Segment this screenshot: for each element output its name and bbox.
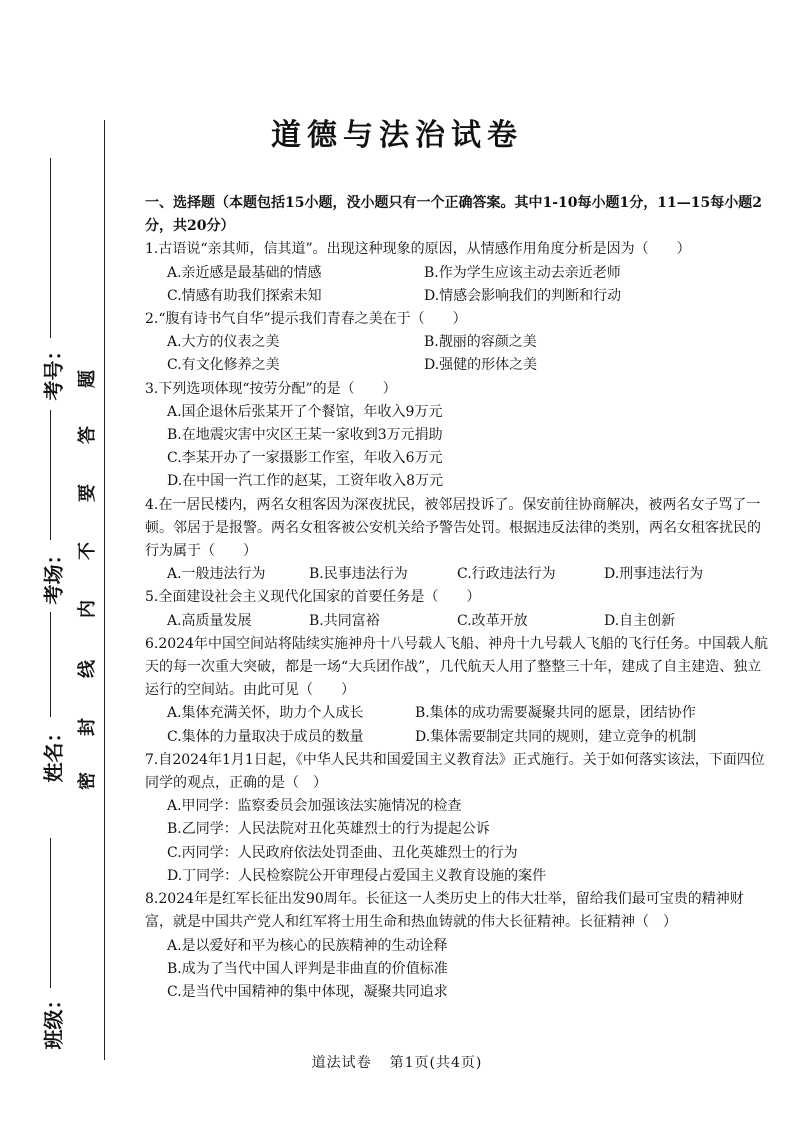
- seal-char: 不: [77, 542, 98, 560]
- exam-content: [145, 192, 770, 1004]
- question-options: [145, 401, 770, 494]
- option-a: A.甲同学：监察委员会加强该法实施情况的检查: [167, 798, 462, 815]
- option-a: A.高质量发展: [167, 612, 252, 629]
- seal-char: 封: [77, 718, 98, 736]
- option-d: D.强健的形体之美: [424, 357, 538, 374]
- page-footer: [0, 1052, 794, 1072]
- option-b: B.民事违法行为: [309, 566, 408, 583]
- page-title: 道德与法治试卷: [271, 118, 523, 153]
- question-stem: 2.“腹有诗书气自华”提示我们青春之美在于（ ）: [145, 311, 467, 328]
- exam-number-label: 考号：: [41, 340, 66, 401]
- option-a: A.是以爱好和平为核心的民族精神的生动诠释: [167, 937, 448, 954]
- option-d: D.在中国一汽工作的赵某，工资年收入8万元: [167, 473, 444, 490]
- option-c: C.行政违法行为: [457, 566, 556, 583]
- question-2: [145, 308, 770, 378]
- option-a: A.一般违法行为: [167, 566, 266, 583]
- section-heading: 一、选择题（本题包括15小题，没小题只有一个正确答案。其中1-10每小题1分，11—15每小题2分，共20分）: [145, 195, 762, 235]
- question-stem: 1.古语说“亲其师，信其道”。出现这种现象的原因，从情感作用角度分析是因为（ ）: [145, 241, 691, 258]
- option-c: C.改革开放: [457, 612, 528, 629]
- option-a: A.大方的仪表之美: [167, 334, 280, 351]
- question-stem: 5.全面建设社会主义现代化国家的首要任务是（ ）: [145, 589, 481, 606]
- question-stem: 3.下列选项体现“按劳分配”的是（ ）: [145, 380, 397, 397]
- option-d: D.自主创新: [604, 612, 676, 629]
- exam-number-line: [50, 158, 51, 338]
- option-b: B.共同富裕: [309, 612, 380, 629]
- option-c: C.情感有助我们探索未知: [167, 287, 322, 304]
- option-b: B.成为了当代中国人评判是非曲直的价值标准: [167, 960, 448, 977]
- seal-char: 答: [77, 426, 98, 444]
- question-4: [145, 494, 770, 587]
- option-c: C.丙同学：人民政府依法处罚歪曲、丑化英雄烈士的行为: [167, 844, 518, 861]
- seal-char: 内: [77, 600, 98, 618]
- question-stem: 8.2024年是红军长征出发90周年。长征这一人类历史上的伟大壮举，留给我们最可宝贵的精神财富，就是中国共产党人和红军将士用生命和热血铸就的伟大长征精神。长征精神（ ）: [145, 891, 744, 931]
- footer-page-number: 第1页(共4页): [389, 1055, 483, 1071]
- option-d: D.刑事违法行为: [604, 566, 704, 583]
- question-3: [145, 378, 770, 494]
- name-line: [50, 612, 51, 717]
- option-a: A.集体充满关怀，助力个人成长: [167, 705, 364, 722]
- class-label: 班级：: [41, 989, 66, 1050]
- footer-subject: 道法试卷: [311, 1055, 372, 1071]
- question-stem: 6.2024年中国空间站将陆续实施神舟十八号载人飞船、神舟十九号载人飞船的飞行任务。中国载人航天的每一次重大突破，都是一场“大兵团作战”，几代航天人用了整整三十年，建成了自主建造、独立运行的空间站。由此可见（ ）: [145, 635, 768, 699]
- question-options: [145, 610, 770, 633]
- option-d: D.丁同学：人民检察院公开审理侵占爱国主义教育设施的案件: [167, 867, 547, 884]
- seal-char: 题: [77, 370, 98, 388]
- question-options: [145, 702, 770, 748]
- question-options: [145, 935, 770, 1005]
- question-options: [145, 795, 770, 888]
- question-options: [145, 262, 770, 308]
- option-c: C.集体的力量取决于成员的数量: [167, 728, 364, 745]
- seal-char: 密: [77, 772, 98, 790]
- option-d: D.集体需要制定共同的规则，建立竞争的机制: [415, 728, 697, 745]
- question-1: [145, 238, 770, 308]
- question-5: [145, 586, 770, 632]
- exam-room-label: 考场：: [41, 544, 66, 605]
- option-c: C.有文化修养之美: [167, 357, 280, 374]
- option-c: C.是当代中国精神的集中体现，凝聚共同追求: [167, 983, 448, 1000]
- question-8: [145, 888, 770, 1004]
- exam-room-line: [50, 410, 51, 540]
- question-6: [145, 633, 770, 749]
- class-line: [50, 838, 51, 988]
- question-7: [145, 749, 770, 888]
- seal-char: 要: [77, 484, 98, 502]
- name-label: 姓名：: [41, 722, 66, 783]
- option-a: A.国企退休后张某开了个餐馆，年收入9万元: [167, 403, 443, 420]
- option-b: B.在地震灾害中灾区王某一家收到3万元捐助: [167, 427, 443, 444]
- question-stem: 7.自2024年1月1日起，《中华人民共和国爱国主义教育法》正式施行。关于如何落实该法，下面四位同学的观点，正确的是（ ）: [145, 751, 765, 792]
- option-b: B.作为学生应该主动去亲近老师: [424, 264, 621, 281]
- question-options: [145, 331, 770, 377]
- option-a: A.亲近感是最基础的情感: [167, 264, 322, 281]
- option-c: C.李某开办了一家摄影工作室，年收入6万元: [167, 450, 443, 467]
- binding-line: [104, 120, 105, 1060]
- option-d: D.情感会影响我们的判断和行动: [424, 287, 622, 304]
- seal-char: 线: [77, 660, 98, 678]
- option-b: B.靓丽的容颜之美: [424, 334, 537, 351]
- question-options: [145, 563, 770, 586]
- option-b: B.集体的成功需要凝聚共同的愿景，团结协作: [415, 705, 696, 722]
- question-stem: 4.在一居民楼内，两名女租客因为深夜扰民，被邻居投诉了。保安前往协商解决，被两名女子骂了一顿。邻居于是报警。两名女租客被公安机关给予警告处罚。根据违反法律的类别，两名女租客扰民的行为属于（ ）: [145, 496, 761, 560]
- option-b: B.乙同学：人民法院对丑化英雄烈士的行为提起公诉: [167, 821, 490, 838]
